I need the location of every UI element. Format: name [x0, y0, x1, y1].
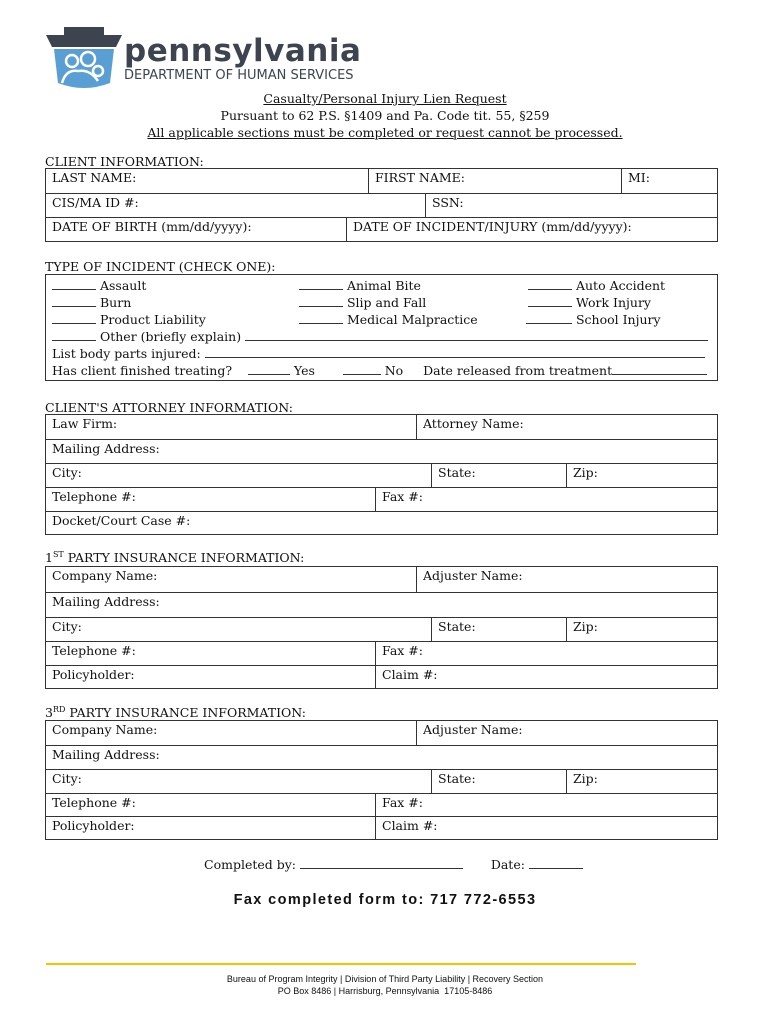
option-burn[interactable]: [52, 294, 131, 310]
zip-field[interactable]: Zip:: [566, 618, 717, 641]
claim-field[interactable]: Claim #:: [375, 817, 717, 839]
option-label: Product Liability: [99, 312, 206, 327]
option-label: Slip and Fall: [346, 295, 427, 310]
option-other[interactable]: [52, 328, 708, 344]
option-animal-bite[interactable]: [299, 277, 421, 293]
option-label: Assault: [99, 278, 147, 293]
attorney-table: [45, 414, 718, 535]
first-party-heading: 1ST PARTY INSURANCE INFORMATION:: [45, 550, 305, 566]
other-explain-line[interactable]: [245, 328, 708, 341]
option-medical-malpractice[interactable]: [299, 311, 478, 327]
company-name-field[interactable]: Company Name:: [52, 568, 158, 583]
telephone-field[interactable]: Telephone #:: [52, 643, 136, 658]
option-label: Medical Malpractice: [346, 312, 478, 327]
claim-field[interactable]: Claim #:: [375, 666, 717, 688]
dob-field[interactable]: DATE OF BIRTH (mm/dd/yyyy):: [52, 219, 252, 234]
law-firm-field[interactable]: Law Firm:: [52, 416, 118, 431]
date-released-label: Date released from treatment: [423, 363, 613, 378]
ssn-field[interactable]: SSN:: [425, 194, 717, 217]
mailing-address-field[interactable]: Mailing Address:: [52, 747, 160, 762]
form-subtitle: Pursuant to 62 P.S. §1409 and Pa. Code tit. 55, §259: [220, 108, 550, 123]
keystone-family-icon: [44, 25, 124, 91]
footer-divider: [46, 963, 636, 965]
incident-box: [45, 274, 718, 381]
option-label: Auto Accident: [575, 278, 666, 293]
adjuster-name-field[interactable]: Adjuster Name:: [416, 567, 717, 592]
first-name-field[interactable]: FIRST NAME:: [368, 169, 621, 193]
date-label: Date:: [490, 857, 525, 872]
option-label: Work Injury: [575, 295, 651, 310]
zip-field[interactable]: Zip:: [566, 770, 717, 793]
zip-field[interactable]: Zip:: [566, 464, 717, 487]
city-field[interactable]: City:: [52, 771, 82, 786]
cis-field[interactable]: CIS/MA ID #:: [52, 195, 139, 210]
finished-treating-row: [52, 362, 707, 378]
option-school-injury[interactable]: [526, 311, 661, 327]
telephone-field[interactable]: Telephone #:: [52, 795, 136, 810]
doi-field[interactable]: DATE OF INCIDENT/INJURY (mm/dd/yyyy):: [346, 218, 717, 241]
fax-instruction: Fax completed form to: 717 772-6553: [233, 892, 537, 908]
telephone-field[interactable]: Telephone #:: [52, 489, 136, 504]
attorney-heading: CLIENT'S ATTORNEY INFORMATION:: [45, 400, 293, 415]
last-name-field[interactable]: LAST NAME:: [52, 170, 137, 185]
logo-wordmark: pennsylvania: [124, 33, 362, 69]
third-party-heading: 3RD PARTY INSURANCE INFORMATION:: [45, 705, 306, 721]
option-auto-accident[interactable]: [528, 277, 665, 293]
option-slip-and-fall[interactable]: [299, 294, 426, 310]
policyholder-field[interactable]: Policyholder:: [52, 667, 135, 682]
option-product-liability[interactable]: [52, 311, 206, 327]
no-label: No: [384, 363, 404, 378]
policyholder-field[interactable]: Policyholder:: [52, 818, 135, 833]
state-field[interactable]: State:: [431, 618, 566, 641]
fax-field[interactable]: Fax #:: [375, 642, 717, 665]
form-title: Casualty/Personal Injury Lien Request: [263, 91, 507, 106]
mailing-address-field[interactable]: Mailing Address:: [52, 594, 160, 609]
date-released-line[interactable]: [612, 362, 707, 375]
form-notice: All applicable sections must be completed or request cannot be processed.: [147, 125, 623, 140]
option-work-injury[interactable]: [528, 294, 651, 310]
city-field[interactable]: City:: [52, 619, 82, 634]
body-parts-label: List body parts injured:: [52, 346, 201, 361]
mailing-address-field[interactable]: Mailing Address:: [52, 441, 160, 456]
footer-bureau: Bureau of Program Integrity | Division of Third Party Liability | Recovery Section: [226, 974, 544, 984]
pa-dhs-logo: [44, 25, 362, 94]
client-heading: CLIENT INFORMATION:: [45, 154, 204, 169]
yes-label: Yes: [293, 363, 315, 378]
attorney-name-field[interactable]: Attorney Name:: [416, 415, 717, 439]
body-parts-line[interactable]: [205, 345, 705, 358]
footer-address: PO Box 8486 | Harrisburg, Pennsylvania 17105-8486: [277, 986, 493, 996]
yes-line[interactable]: [248, 362, 290, 375]
company-name-field[interactable]: Company Name:: [52, 722, 158, 737]
option-label: Other (briefly explain): [99, 329, 242, 344]
state-field[interactable]: State:: [431, 464, 566, 487]
body-parts-row: [52, 345, 705, 361]
mi-field[interactable]: MI:: [621, 169, 717, 193]
client-table: [45, 168, 718, 242]
third-party-table: [45, 720, 718, 840]
first-party-table: [45, 566, 718, 689]
state-field[interactable]: State:: [431, 770, 566, 793]
incident-heading: TYPE OF INCIDENT (CHECK ONE):: [45, 259, 276, 274]
no-line[interactable]: [343, 362, 381, 375]
city-field[interactable]: City:: [52, 465, 82, 480]
option-label: Burn: [99, 295, 132, 310]
option-assault[interactable]: [52, 277, 146, 293]
fax-field[interactable]: Fax #:: [375, 488, 717, 511]
date-line[interactable]: [529, 856, 583, 869]
adjuster-name-field[interactable]: Adjuster Name:: [416, 721, 717, 745]
option-label: School Injury: [575, 312, 661, 327]
logo-department: DEPARTMENT OF HUMAN SERVICES: [124, 68, 354, 83]
finished-label: Has client finished treating?: [52, 363, 233, 378]
completed-by-row: [204, 856, 583, 872]
completed-by-line[interactable]: [300, 856, 463, 869]
fax-field[interactable]: Fax #:: [375, 794, 717, 816]
completed-by-label: Completed by:: [204, 857, 297, 872]
option-label: Animal Bite: [346, 278, 421, 293]
docket-field[interactable]: Docket/Court Case #:: [52, 513, 191, 528]
